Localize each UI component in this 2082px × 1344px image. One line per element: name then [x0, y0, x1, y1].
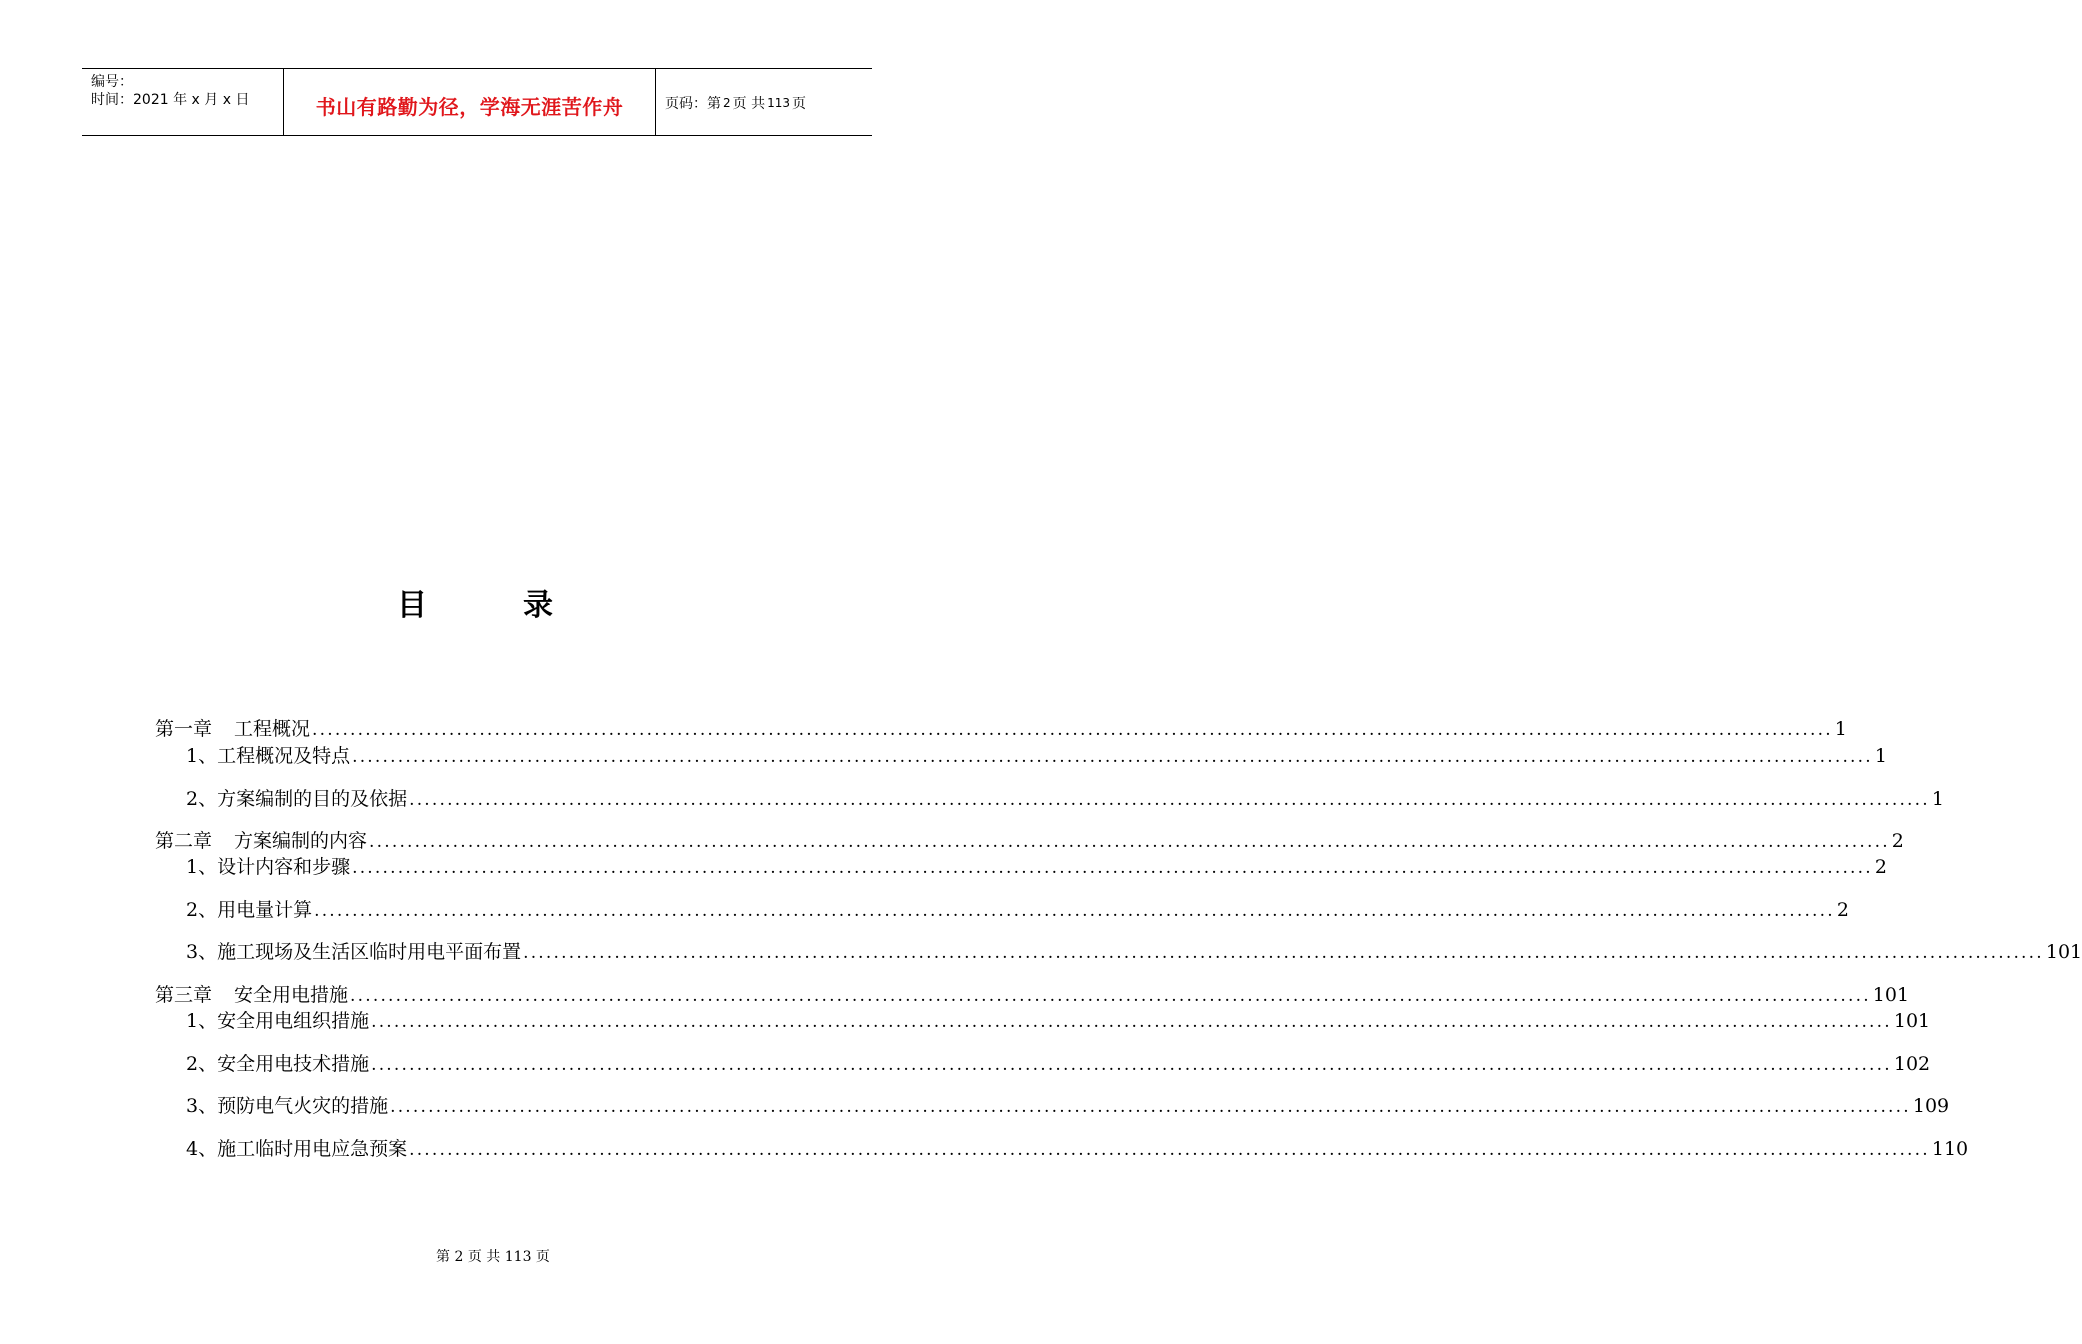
- toc-entry[interactable]: [186, 1051, 1931, 1077]
- toc-entry[interactable]: [186, 854, 1887, 880]
- toc-dot-leader: ........................................................................................................................................................................................................: [312, 720, 1833, 740]
- toc-entry[interactable]: [155, 982, 1910, 1008]
- toc-entry[interactable]: [186, 939, 2082, 965]
- toc-entry-page: 1: [1874, 745, 1887, 767]
- toc-entry-label: 3、预防电气火灾的措施: [186, 1095, 389, 1117]
- toc-entry-page: 101: [2045, 941, 2082, 963]
- toc-entry-page: 1: [1931, 788, 1944, 810]
- toc-entry-label: 2、安全用电技术措施: [186, 1053, 370, 1075]
- toc-dot-leader: ........................................................................................................................................................................................................: [409, 1140, 1930, 1160]
- toc-entry[interactable]: [186, 743, 1887, 769]
- toc-entry-label: 2、用电量计算: [186, 899, 313, 921]
- toc-title-char-2: 录: [523, 588, 553, 623]
- toc-dot-leader: ........................................................................................................................................................................................................: [352, 858, 1873, 878]
- toc-entry-label: 1、安全用电组织措施: [186, 1010, 370, 1032]
- toc-entry-page: 1: [1834, 718, 1847, 740]
- toc-entry[interactable]: [186, 1093, 1950, 1119]
- toc-dot-leader: ........................................................................................................................................................................................................: [409, 790, 1930, 810]
- header-page-suffix: 页: [792, 96, 806, 112]
- toc-dot-leader: ........................................................................................................................................................................................................: [371, 1055, 1892, 1075]
- toc-title-char-1: 目: [397, 588, 427, 623]
- toc-entry-label: 3、施工现场及生活区临时用电平面布置: [186, 941, 522, 963]
- toc-entry-label: 第二章 方案编制的内容: [155, 830, 368, 852]
- header-page-prefix: 页码：第: [665, 96, 721, 112]
- toc-entry-page: 101: [1893, 1010, 1931, 1032]
- page-footer: 第 2 页 共 113 页: [436, 1249, 550, 1265]
- header-meta-cell: [82, 69, 284, 135]
- toc-dot-leader: ........................................................................................................................................................................................................: [371, 1012, 1892, 1032]
- header-page-current: 2: [723, 96, 731, 110]
- header-page-total: 113: [767, 96, 790, 110]
- toc-entry-label: 第三章 安全用电措施: [155, 984, 349, 1006]
- toc-entry[interactable]: [186, 1136, 1969, 1162]
- toc-entry[interactable]: [186, 1008, 1931, 1034]
- toc-entry-page: 110: [1931, 1138, 1969, 1160]
- toc-entry[interactable]: [155, 828, 1904, 854]
- document-header: [82, 68, 872, 136]
- toc-entry[interactable]: [155, 716, 1847, 742]
- header-number-label: 编号：: [91, 74, 133, 90]
- toc-entry-page: 101: [1872, 984, 1910, 1006]
- toc-entry-page: 2: [1891, 830, 1904, 852]
- toc-entry-page: 2: [1874, 856, 1887, 878]
- toc-dot-leader: ........................................................................................................................................................................................................: [523, 943, 2044, 963]
- toc-entry-label: 1、设计内容和步骤: [186, 856, 351, 878]
- header-page-mid: 页 共: [732, 96, 766, 112]
- toc-entry-label: 4、施工临时用电应急预案: [186, 1138, 408, 1160]
- toc-dot-leader: ........................................................................................................................................................................................................: [352, 747, 1873, 767]
- toc-entry-label: 1、工程概况及特点: [186, 745, 351, 767]
- header-motto: 书山有路勤为径，学海无涯苦作舟: [284, 69, 656, 135]
- toc-dot-leader: ........................................................................................................................................................................................................: [314, 901, 1835, 921]
- toc-dot-leader: ........................................................................................................................................................................................................: [390, 1097, 1911, 1117]
- toc-dot-leader: ........................................................................................................................................................................................................: [350, 986, 1871, 1006]
- toc-entry-label: 第一章 工程概况: [155, 718, 311, 740]
- header-page-info: [656, 69, 872, 135]
- header-time-label: 时间：2021 年 x 月 x 日: [91, 92, 250, 108]
- toc-title: [0, 586, 950, 626]
- toc-entry[interactable]: [186, 897, 1849, 923]
- toc-entry[interactable]: [186, 786, 1944, 812]
- toc-entry-label: 2、方案编制的目的及依据: [186, 788, 408, 810]
- toc-entry-page: 2: [1836, 899, 1849, 921]
- toc-entry-page: 102: [1893, 1053, 1931, 1075]
- toc-dot-leader: ........................................................................................................................................................................................................: [369, 832, 1890, 852]
- toc-entry-page: 109: [1912, 1095, 1950, 1117]
